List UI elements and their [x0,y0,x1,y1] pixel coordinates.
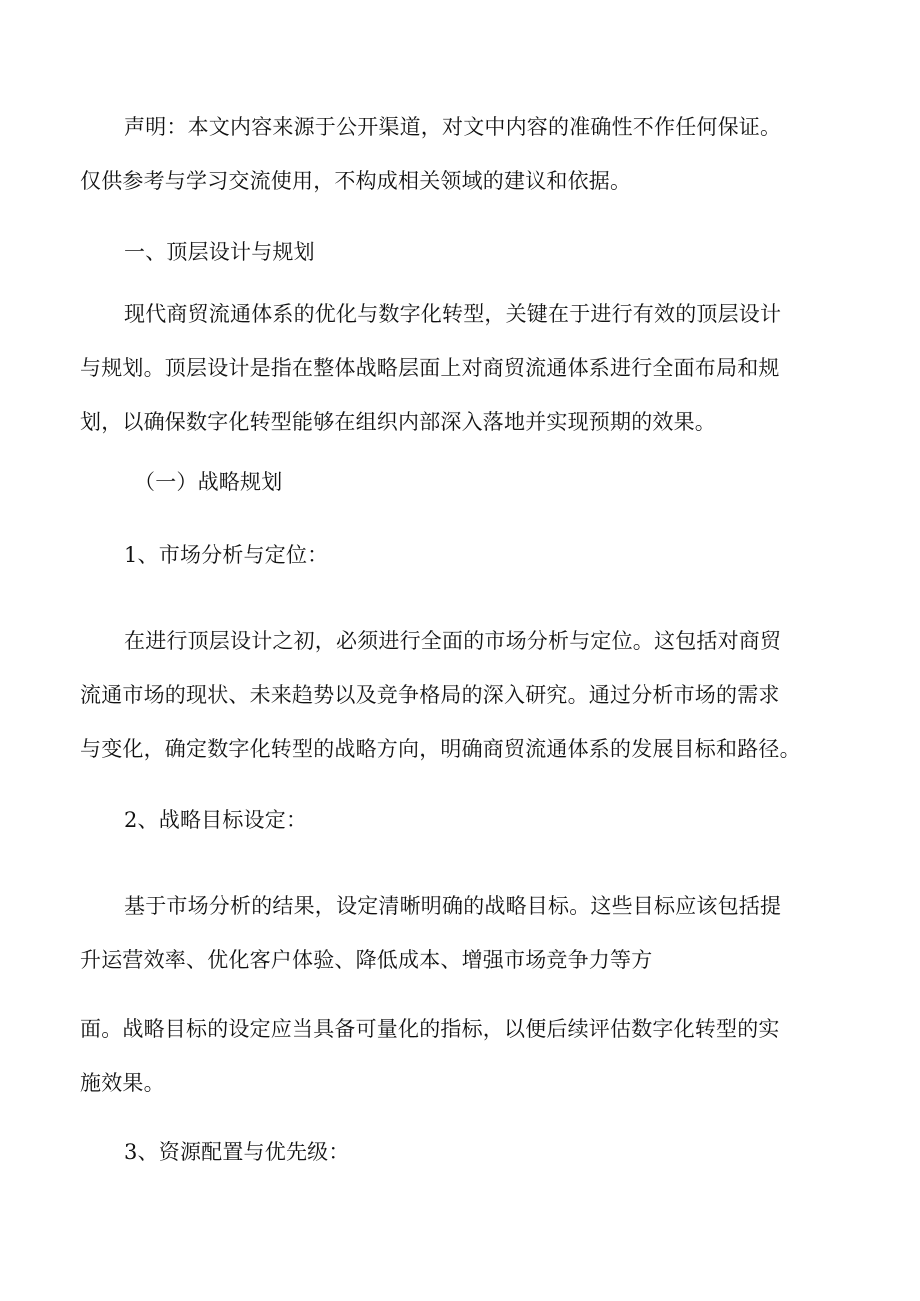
intro-line-3: 划，以确保数字化转型能够在组织内部深入落地并实现预期的效果。 [80,410,716,434]
item1-heading: 1、市场分析与定位： [124,543,329,567]
intro-line-2: 与规划。顶层设计是指在整体战略层面上对商贸流通体系进行全面布局和规 [80,356,780,380]
item1-line-2: 流通市场的现状、未来趋势以及竞争格局的深入研究。通过分析市场的需求 [80,683,780,707]
subsection-heading: （一）战略规划 [134,470,283,494]
item2-line-4: 施效果。 [80,1071,165,1095]
item2-line-1: 基于市场分析的结果，设定清晰明确的战略目标。这些目标应该包括提 [124,894,782,918]
section-heading: 一、顶层设计与规划 [124,240,315,264]
item2-line-2: 升运营效率、优化客户体验、降低成本、增强市场竞争力等方 [80,948,653,972]
item1-line-1: 在进行顶层设计之初，必须进行全面的市场分析与定位。这包括对商贸 [124,629,782,653]
item3-heading: 3、资源配置与优先级： [124,1140,350,1164]
intro-line-1: 现代商贸流通体系的优化与数字化转型，关键在于进行有效的顶层设计 [124,302,782,326]
item1-line-3: 与变化，确定数字化转型的战略方向，明确商贸流通体系的发展目标和路径。 [80,737,801,761]
disclaimer-line-1: 声明：本文内容来源于公开渠道，对文中内容的准确性不作任何保证。 [124,115,782,139]
item2-heading: 2、战略目标设定： [124,808,308,832]
item2-line-3: 面。战略目标的设定应当具备可量化的指标，以便后续评估数字化转型的实 [80,1017,780,1041]
disclaimer-line-2: 仅供参考与学习交流使用，不构成相关领域的建议和依据。 [80,169,632,193]
